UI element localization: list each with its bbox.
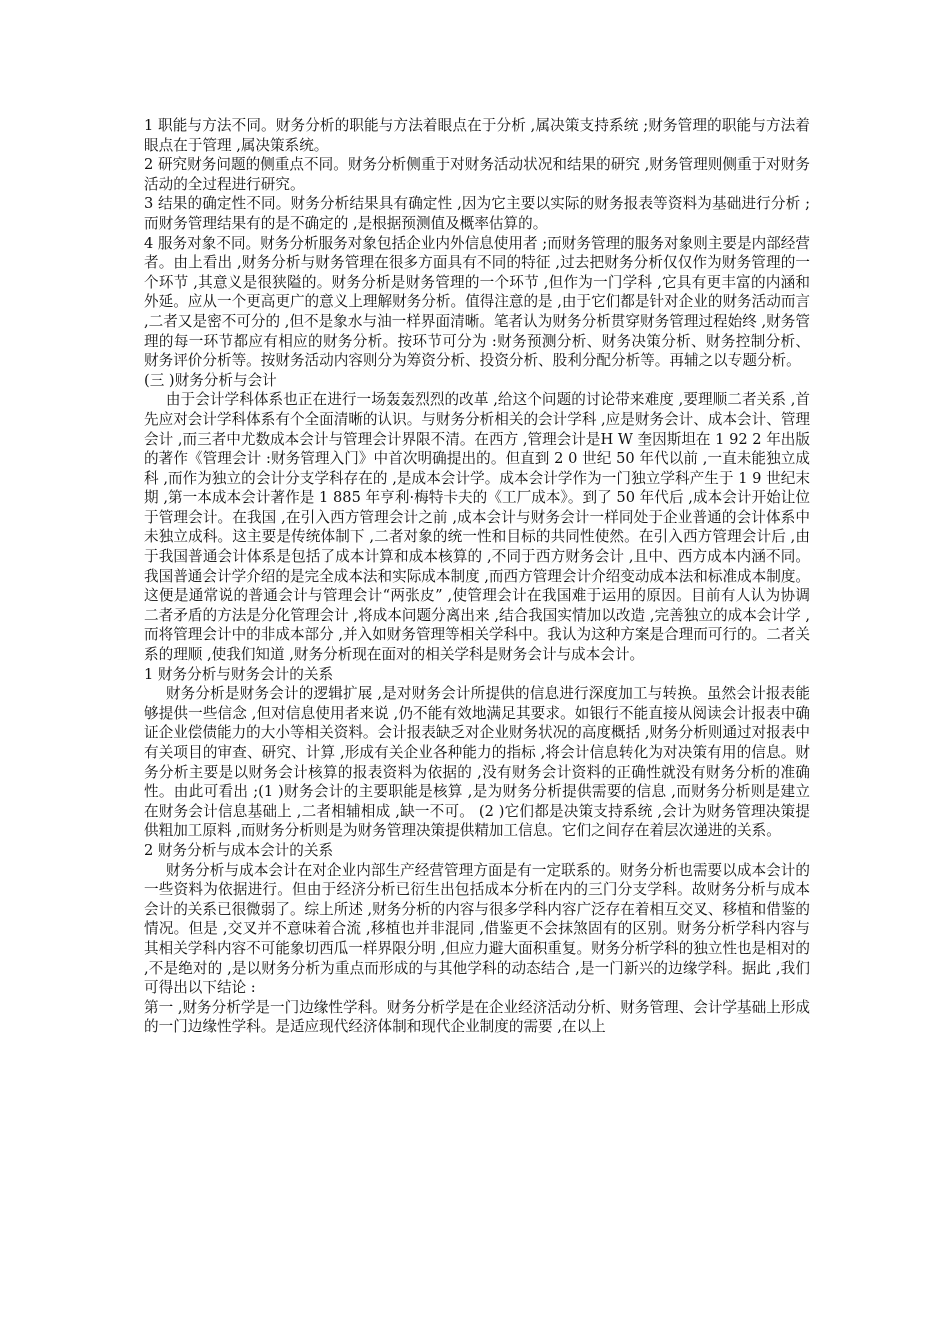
paragraph-conclusion-first: 第一 ,财务分析学是一门边缘性学科。财务分析学是在企业经济活动分析、财务管理、会计学基础上形成的一门边缘性学科。是适应现代经济体制和现代企业制度的需要 ,在以上 (144, 998, 811, 1036)
paragraph-2: 2 研究财务问题的侧重点不同。财务分析侧重于对财务活动状况和结果的研究 ,财务管理则侧重于对财务活动的全过程进行研究。 (144, 156, 810, 193)
paragraph-3: 3 结果的确定性不同。财务分析结果具有确定性 ,因为它主要以实际的财务报表等资料为基础进行分析 ;而财务管理结果有的是不确定的 ,是根据预测值及概率估算的。 (144, 195, 810, 232)
subheading-cost-accounting: 2 财务分析与成本会计的关系 (144, 841, 334, 859)
section-heading-accounting: (三 )财务分析与会计 (144, 371, 277, 389)
paragraph-4: 4 服务对象不同。财务分析服务对象包括企业内外信息使用者 ;而财务管理的服务对象则主要是内部经营者。由上看出 ,财务分析与财务管理在很多方面具有不同的特征 ,过去把财务分析仅仅作为财务管理的一个环节 ,其意义是很狭隘的。财务分析是财务管理的一个环节 ,但作为一门学科 ,它具有更丰富的内涵和外延。应从一个更高更广的意义上理解财务分析。值得注意的是 ,由于它们都是针对企业的财务活动而言 ,二者又是密不可分的 ,但不是象水与油一样界面清晰。笔者认为财务分析贯穿财务管理过程始终 ,财务管理的每一环节都应有相应的财务分析。按环节可分为 :财务预测分析、财务决策分析、财务控制分析、财务评价分析等。按财务活动内容则分为筹资分析、投资分析、股利分配分析等。再辅之以专题分析。 (144, 234, 811, 370)
paragraph-1: 1 职能与方法不同。财务分析的职能与方法着眼点在于分析 ,属决策支持系统 ;财务管理的职能与方法着眼点在于管理 ,属决策系统。 (144, 117, 810, 154)
document-page (144, 116, 810, 1037)
paragraph-accounting-discipline: 由于会计学科体系也正在进行一场轰轰烈烈的改革 ,给这个问题的讨论带来难度 ,要理顺二者关系 ,首先应对会计学科体系有个全面清晰的认识。与财务分析相关的会计学科 ,应是财务会计、成本会计、管理会计 ,而三者中尤数成本会计与管理会计界限不清。在西方 ,管理会计是H W 奎因斯坦在 1 92 2 年出版的著作《管理会计 :财务管理入门》中首次明确提出的。但直到 2 0 世纪 50 年代以前 ,一直未能独立成科 ,而作为独立的会计分支学科存在的 ,是成本会计学。成本会计学作为一门独立学科产生于 1 9 世纪末期 ,第一本成本会计著作是 1 885 年亨利·梅特卡夫的《工厂成本》。到了 50 年代后 ,成本会计开始让位于管理会计。在我国 ,在引入西方管理会计之前 ,成本会计与财务会计一样同处于企业普通的会计体系中未独立成科。这主要是传统体制下 ,二者对象的统一性和目标的共同性使然。在引入西方管理会计后 ,由于我国普通会计体系是包括了成本计算和成本核算的 ,不同于西方财务会计 ,且中、西方成本内涵不同。我国普通会计学介绍的是完全成本法和实际成本制度 ,而西方管理会计介绍变动成本法和标准成本制度。这便是通常说的普通会计与管理会计“两张皮” ,使管理会计在我国难于运用的原因。目前有人认为协调二者矛盾的方法是分化管理会计 ,将成本问题分离出来 ,结合我国实情加以改造 ,完善独立的成本会计学 ,而将管理会计中的非成本部分 ,并入如财务管理等相关学科中。我认为这种方案是合理而可行的。二者关系的理顺 ,使我们知道 ,财务分析现在面对的相关学科是财务会计与成本会计。 (144, 391, 811, 664)
subheading-financial-accounting: 1 财务分析与财务会计的关系 (144, 665, 334, 683)
paragraph-financial-accounting: 财务分析是财务会计的逻辑扩展 ,是对财务会计所提供的信息进行深度加工与转换。虽然会计报表能够提供一些信念 ,但对信息使用者来说 ,仍不能有效地满足其要求。如银行不能直接从阅读会计报表中确证企业偿债能力的大小等相关资料。会计报表缺乏对企业财务状况的高度概括 ,财务分析则通过对报表中有关项目的审查、研究、计算 ,形成有关企业各种能力的指标 ,将会计信息转化为对决策有用的信息。财务分析主要是以财务会计核算的报表资料为依据的 ,没有财务会计资料的正确性就没有财务分析的准确性。由此可看出 ;(1 )财务会计的主要职能是核算 ,是为财务分析提供需要的信息 ,而财务分析则是建立在财务会计信息基础上 ,二者相辅相成 ,缺一不可。 (2 )它们都是决策支持系统 ,会计为财务管理决策提供粗加工原料 ,而财务分析则是为财务管理决策提供精加工信息。它们之间存在着层次递进的关系。 (144, 685, 811, 840)
paragraph-cost-accounting: 财务分析与成本会计在对企业内部生产经营管理方面是有一定联系的。财务分析也需要以成本会计的一些资料为依据进行。但由于经济分析已衍生出包括成本分析在内的三门分支学科。故财务分析与成本会计的关系已很微弱了。综上所述 ,财务分析的内容与很多学科内容广泛存在着相互交叉、移植和借鉴的情况。但是 ,交叉并不意味着合流 ,移植也并非混同 ,借鉴更不会抹煞固有的区别。财务分析学科内容与其相关学科内容不可能象切西瓜一样界限分明 ,但应力避大面积重复。财务分析学科的独立性也是相对的 ,不是绝对的 ,是以财务分析为重点而形成的与其他学科的动态结合 ,是一门新兴的边缘学科。据此 ,我们可得出以下结论 : (144, 861, 811, 997)
